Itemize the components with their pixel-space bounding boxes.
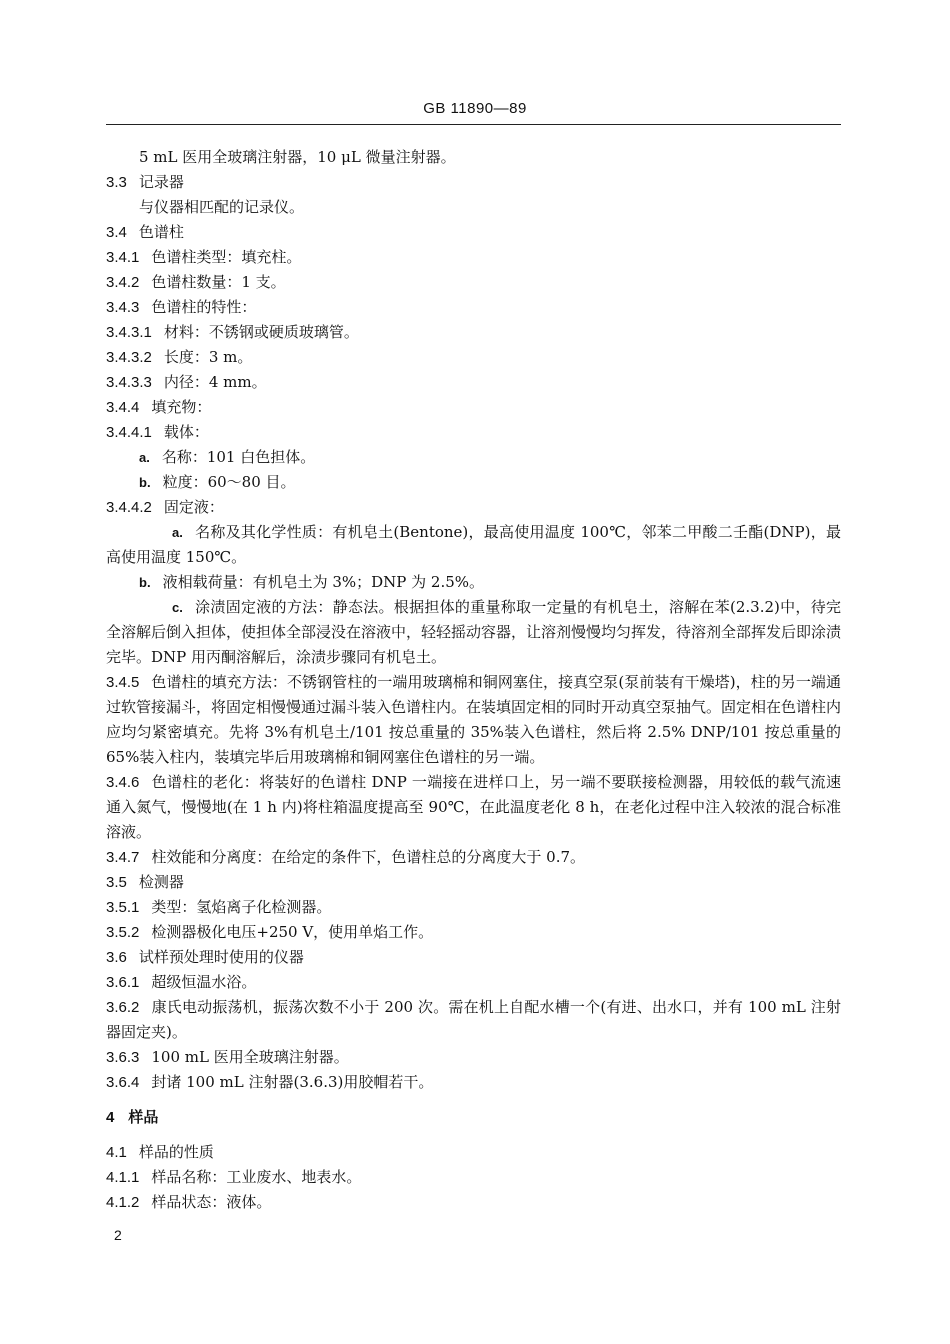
clause <box>106 1165 841 1190</box>
clause-text: 长度：3 m。 <box>163 348 253 366</box>
item-text: 粒度：60～80 目。 <box>162 473 296 491</box>
page-header: GB 11890—89 <box>423 100 527 117</box>
section-text: 记录器 <box>138 173 184 191</box>
clause <box>106 370 841 395</box>
section-heading <box>106 870 841 895</box>
item-label: b. <box>139 475 151 490</box>
clause <box>106 295 841 320</box>
chapter-heading <box>106 1105 841 1130</box>
clause <box>106 1070 841 1095</box>
clause <box>106 420 841 445</box>
chapter-title: 样品 <box>128 1109 159 1126</box>
section-number: 3.6.3 <box>106 1049 140 1066</box>
chapter-number: 4 <box>106 1109 115 1126</box>
clause <box>106 395 841 420</box>
clause-text: 固定液： <box>163 498 224 516</box>
section-number: 3.4.2 <box>106 274 140 291</box>
clause-text: 类型：氢焰离子化检测器。 <box>151 898 332 916</box>
clause <box>106 345 841 370</box>
section-number: 3.4.4 <box>106 399 140 416</box>
section-heading <box>106 170 841 195</box>
section-number: 3.4.5 <box>106 674 140 691</box>
section-number: 3.4 <box>106 224 127 241</box>
section-heading <box>106 220 841 245</box>
clause-text: 样品名称：工业废水、地表水。 <box>151 1168 362 1186</box>
list-item-paragraph <box>106 520 841 570</box>
item-label: a. <box>172 525 183 540</box>
clause-text: 色谱柱数量：1 支。 <box>151 273 286 291</box>
section-text: 样品的性质 <box>138 1143 214 1161</box>
section-number: 4.1.1 <box>106 1169 140 1186</box>
document-body <box>106 145 841 1215</box>
section-heading <box>106 945 841 970</box>
clause-paragraph <box>106 995 841 1045</box>
section-number: 3.4.3.1 <box>106 324 152 341</box>
section-number: 3.6 <box>106 949 127 966</box>
clause-text: 材料：不锈钢或硬质玻璃管。 <box>163 323 359 341</box>
section-number: 3.4.6 <box>106 774 140 791</box>
clause <box>106 845 841 870</box>
clause <box>106 970 841 995</box>
section-number: 3.4.3 <box>106 299 140 316</box>
section-number: 3.6.4 <box>106 1074 140 1091</box>
clause <box>106 1045 841 1070</box>
item-label: a. <box>139 450 150 465</box>
section-number: 3.6.1 <box>106 974 140 991</box>
clause-text: 填充物： <box>151 398 212 416</box>
item-text: 名称：101 白色担体。 <box>161 448 316 466</box>
clause-text: 封诸 100 mL 注射器(3.6.3)用胶帽若干。 <box>151 1073 434 1091</box>
list-item <box>106 445 841 470</box>
clause-text: 色谱柱的特性： <box>151 298 257 316</box>
section-text: 检测器 <box>138 873 184 891</box>
clause-text: 内径：4 mm。 <box>163 373 267 391</box>
section-number: 4.1.2 <box>106 1194 140 1211</box>
clause <box>106 920 841 945</box>
clause-text: 柱效能和分离度：在给定的条件下，色谱柱总的分离度大于 0.7。 <box>151 848 586 866</box>
clause-text: 100 mL 医用全玻璃注射器。 <box>151 1048 349 1066</box>
clause-text: 色谱柱的老化：将装好的色谱柱 DNP 一端接在进样口上，另一端不要联接检测器，用较低的载气流速通入氮气，慢慢地(在 1 h 内)将柱箱温度提高至 90℃，在此温度老化 8 h，在老化过程中注入较浓的混合标准溶液。 <box>106 773 841 841</box>
clause-paragraph <box>106 670 841 770</box>
section-number: 3.4.3.3 <box>106 374 152 391</box>
clause-text: 载体： <box>163 423 209 441</box>
section-number: 3.4.7 <box>106 849 140 866</box>
page-number: 2 <box>114 1227 122 1243</box>
clause-text: 样品状态：液体。 <box>151 1193 272 1211</box>
section-number: 3.5.1 <box>106 899 140 916</box>
item-text: 涂渍固定液的方法：静态法。根据担体的重量称取一定量的有机皂土，溶解在苯(2.3.2)中，待完全溶解后倒入担体，使担体全部浸没在溶液中，轻轻摇动容器，让溶剂慢慢均匀挥发，待溶剂全部挥发后即涂渍完毕。DNP 用丙酮溶解后，涂渍步骤同有机皂土。 <box>106 598 842 666</box>
section-number: 4.1 <box>106 1144 127 1161</box>
clause-text: 康氏电动振荡机，振荡次数不小于 200 次。需在机上自配水槽一个(有进、出水口，并有 100 mL 注射器固定夹)。 <box>106 998 841 1041</box>
clause-paragraph <box>106 770 841 845</box>
list-item <box>106 570 841 595</box>
clause-text: 色谱柱类型：填充柱。 <box>151 248 302 266</box>
item-text: 液相载荷量：有机皂土为 3%；DNP 为 2.5%。 <box>162 573 485 591</box>
item-label: c. <box>172 600 183 615</box>
section-number: 3.3 <box>106 174 127 191</box>
text-line: 与仪器相匹配的记录仪。 <box>139 198 305 216</box>
clause <box>106 320 841 345</box>
section-number: 3.4.1 <box>106 249 140 266</box>
header-rule <box>106 124 841 125</box>
clause <box>106 495 841 520</box>
section-number: 3.4.4.1 <box>106 424 152 441</box>
item-label: b. <box>139 575 151 590</box>
list-item <box>106 470 841 495</box>
clause <box>106 245 841 270</box>
section-number: 3.5 <box>106 874 127 891</box>
section-number: 3.4.3.2 <box>106 349 152 366</box>
clause-text: 检测器极化电压+250 V，使用单焰工作。 <box>151 923 434 941</box>
section-number: 3.4.4.2 <box>106 499 152 516</box>
clause <box>106 895 841 920</box>
clause-text: 色谱柱的填充方法：不锈钢管柱的一端用玻璃棉和铜网塞住，接真空泵(泵前装有干燥塔)，柱的另一端通过软管接漏斗，将固定相慢慢通过漏斗装入色谱柱内。在装填固定相的同时开动真空泵抽气。固定相在色谱柱内应均匀紧密填充。先将 3%有机皂土/101 按总重量的 35%装入色谱柱，然后将 2.5% DNP/101 按总重量的 65%装入柱内，装填完毕后用玻璃棉和铜网塞住色谱柱的另一端。 <box>106 673 842 766</box>
clause-text: 超级恒温水浴。 <box>151 973 257 991</box>
section-text: 色谱柱 <box>138 223 184 241</box>
clause <box>106 1190 841 1215</box>
clause <box>106 270 841 295</box>
section-heading <box>106 1140 841 1165</box>
section-number: 3.5.2 <box>106 924 140 941</box>
section-number: 3.6.2 <box>106 999 140 1016</box>
text-line: 5 mL 医用全玻璃注射器，10 μL 微量注射器。 <box>139 148 456 166</box>
list-item-paragraph <box>106 595 841 670</box>
section-text: 试样预处理时使用的仪器 <box>138 948 304 966</box>
item-text: 名称及其化学性质：有机皂土(Bentone)，最高使用温度 100℃，邻苯二甲酸二壬酯(DNP)，最高使用温度 150℃。 <box>106 523 841 566</box>
